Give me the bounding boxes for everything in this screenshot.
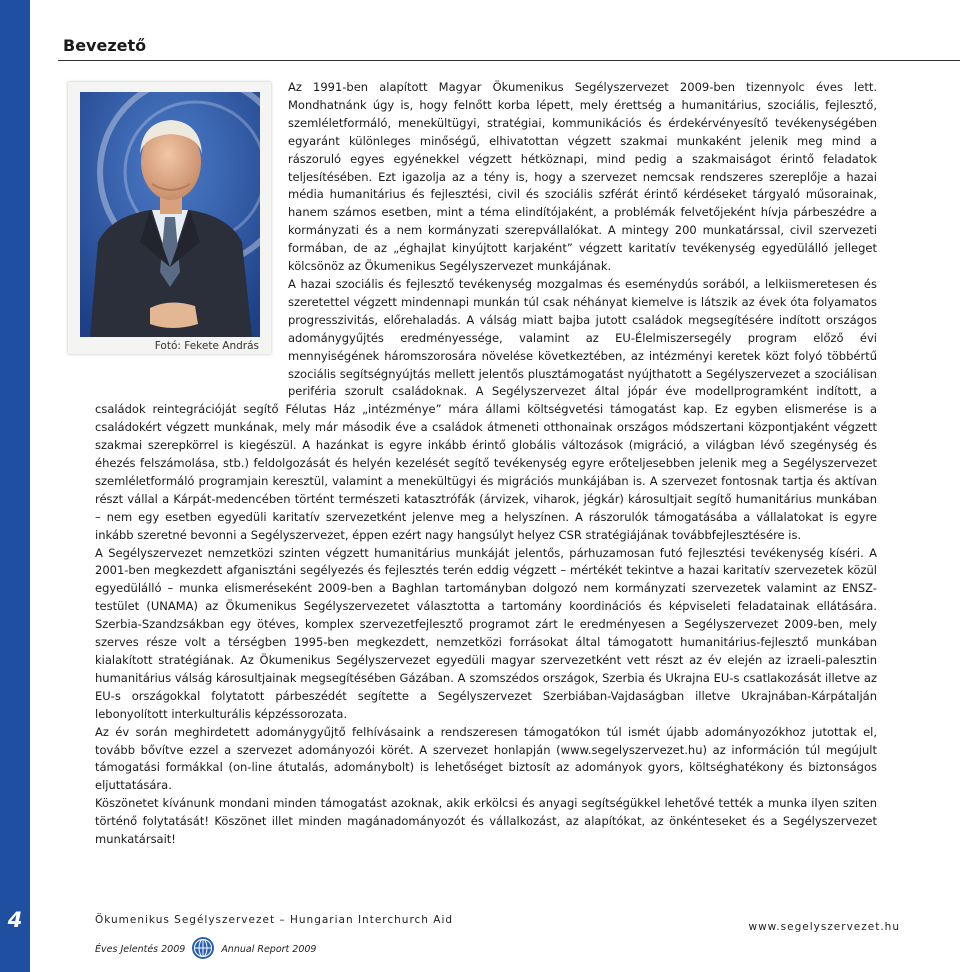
- paragraph-5: Köszönetet kívánunk mondani minden támogatást azoknak, akik erkölcsi és anyagi segítségükkel lehetővé tették a munka ilyen sziten történő folytatását! Köszönet illet minden magánadományozót és vállalkozást, az alapítókat, az önkénteseket és a Segélyszervezet munkatársait!: [95, 796, 877, 847]
- paragraph-4: Az év során meghirdetett adománygyűjtő felhívásaink a rendszeresen támogatókon túl ismét újabb adományozókhoz jutottak el, tovább bővítve ezzel a szervezet adományozói körét. A szervezet honlapján (www.segelyszervezet.hu) az információn túl megújult támogatási formákkal (on-line átutalás, adománybolt) is lehetőséget biztosít az adományok gyors, költséghatékony és biztonságos eljuttatására.: [95, 724, 877, 793]
- footer-report-hu: Éves Jelentés 2009: [95, 944, 186, 955]
- footer-report-en: Annual Report 2009: [221, 944, 317, 955]
- introduction-body: [95, 79, 877, 849]
- footer-report-line: [95, 936, 316, 963]
- page-number: 4: [7, 908, 23, 932]
- footer-website-link[interactable]: www.segelyszervezet.hu: [748, 921, 900, 933]
- globe-logo-icon: [191, 936, 215, 963]
- footer-organization: Ökumenikus Segélyszervezet – Hungarian Interchurch Aid: [95, 914, 454, 926]
- paragraph-1: Az 1991-ben alapított Magyar Ökumenikus Segélyszervezet 2009-ben tizennyolc éves lett. Mondhatnánk úgy is, hogy felnőtt korba lépett, mely érettség a humanitárius, szociális, fejlesztő, szemléletformáló, menekültügyi, stratégiai, kommunikációs és érdekérvényesítő tevékenységében egyaránt különleges minőségű, elhivatottan végzett szakmai munkaként jelenik meg mind a rászoruló egyes egyénekkel végzett hétköznapi, mind pedig a szakmaiságot érintő feladatok teljesítésében. Ezt igazolja az a tény is, hogy a szervezet nemcsak rendszeres szereplője a hazai média humanitárius és fejlesztési, civil és szociális szférát érintő kérdéseket tárgyaló műsorainak, hanem számos esetben, mint a téma elindítójaként, a problémák felvetőjeként hívja párbeszédre a kormányzati és a nem kormányzati szerepvállalókat. A mintegy 200 munkatárssal, civil szervezeti formában, de az „éghajlat kinyújtott karjaként” végzett karitatív tevékenység egyedülálló jelleget kölcsönöz az Ökumenikus Segélyszervezet munkájának.: [288, 80, 877, 274]
- section-title: Bevezető: [63, 36, 147, 55]
- photo-credit: Fotó: Fekete András: [154, 340, 259, 352]
- paragraph-2: A hazai szociális és fejlesztő tevékenység mozgalmas és eseménydús sorából, a lelkiismeretesen és szeretettel végzett mindennapi munkán túl csak néhányat kiemelve is látszik az évek óta folyamatos progresszivitás, előrehaladás. A válság miatt bajba jutott családok megsegítésére indított országos adománygyűjtés eredményessége, valamint az EU-Élelmiszersegély program előző évi mennyiségének háromszorosára növelése következtében, az intézményi keretek közt folyó többértű szociális segítségnyújtás mellett jelentős plusztámogatást nyújthatott a Segélyszervezet a szociálisan periféria szorult családoknak. A Segélyszervezet által jópár éve modellprogramként indított, a családok reintegrációját segítő Félutas Ház „intézménye” mára állami költségvetési támogatást kap. Ez egyben elismerése is a családokért végzett munkának, mely már második éve a családok átmeneti otthonainak országos módszertani központjaként végzett szakmai szerepkörrel is kiegészül. A hazánkat is egyre inkább érintő globális változások (migráció, a világban lévő szegénység és éhezés felszámolása, stb.) feldolgozását és helyén kezelését segítő tevékenység egyre erőteljesebben jelenik meg a Segélyszervezet szemléletformáló programjain keresztül, valamint a menekültügyi és migrációs munkájában is. A szervezet fontosnak tartja és aktívan részt vállal a Kárpát-medencében történt természeti katasztrófák (árvizek, viharok, jégkár) károsultjait segítő humanitárius munkában – nem egy esetben egyedüli karitatív szervezetként jelenve meg a helyszínen. A rászorulók támogatásába a vállalatokat is egyre inkább szeretné bevonni a Segélyszervezet, éppen ezért nagy hangsúlyt helyez CSR stratégiájának továbbfejlesztésére is.: [95, 276, 877, 542]
- paragraph-3: A Segélyszervezet nemzetközi szinten végzett humanitárius munkáját jelentős, párhuzamosan futó fejlesztési tevékenység kíséri. A 2001-ben megkezdett afganisztáni segélyezés és fejlesztés terén eddig végzett – mértékét tekintve a hazai karitatív szervezetek közül egyedülálló – munka elismeréseként 2009-ben a Baghlan tartományban dolgozó nem kormányzati szervezetek valamint az ENSZ-testület (UNAMA) az Ökumenikus Segélyszervezetet választotta a tartomány koordinációs és képviseleti feladatainak ellátására. Szerbia-Szandzsákban egy ötéves, komplex szervezetfejlesztő programot zárt le eredményesen a Segélyszervezet 2009-ben, mely szerves része volt a térségben 1995-ben megkezdett, nemzetközi forrásokat által támogatott humanitárius-fejlesztő munkában kialakított stratégiának. Az Ökumenikus Segélyszervezet egyedüli magyar szervezetként vett részt az év elején az izraeli-palesztin humanitárius válság károsultjainak megsegítésében Gázában. A szomszédos országok, Szerbia és Ukrajna EU-s csatlakozását illetve az EU-s országokkal folytatott párbeszédét segítette a Segélyszervezet Szerbiában-Vajdaságban illetve Ukrajnában-Kárpátalján lebonyolított interkulturális képzéssorozata.: [95, 545, 877, 721]
- title-divider: [58, 60, 960, 61]
- side-color-stripe: [0, 0, 30, 972]
- photo-wrap-spacer: [95, 79, 288, 385]
